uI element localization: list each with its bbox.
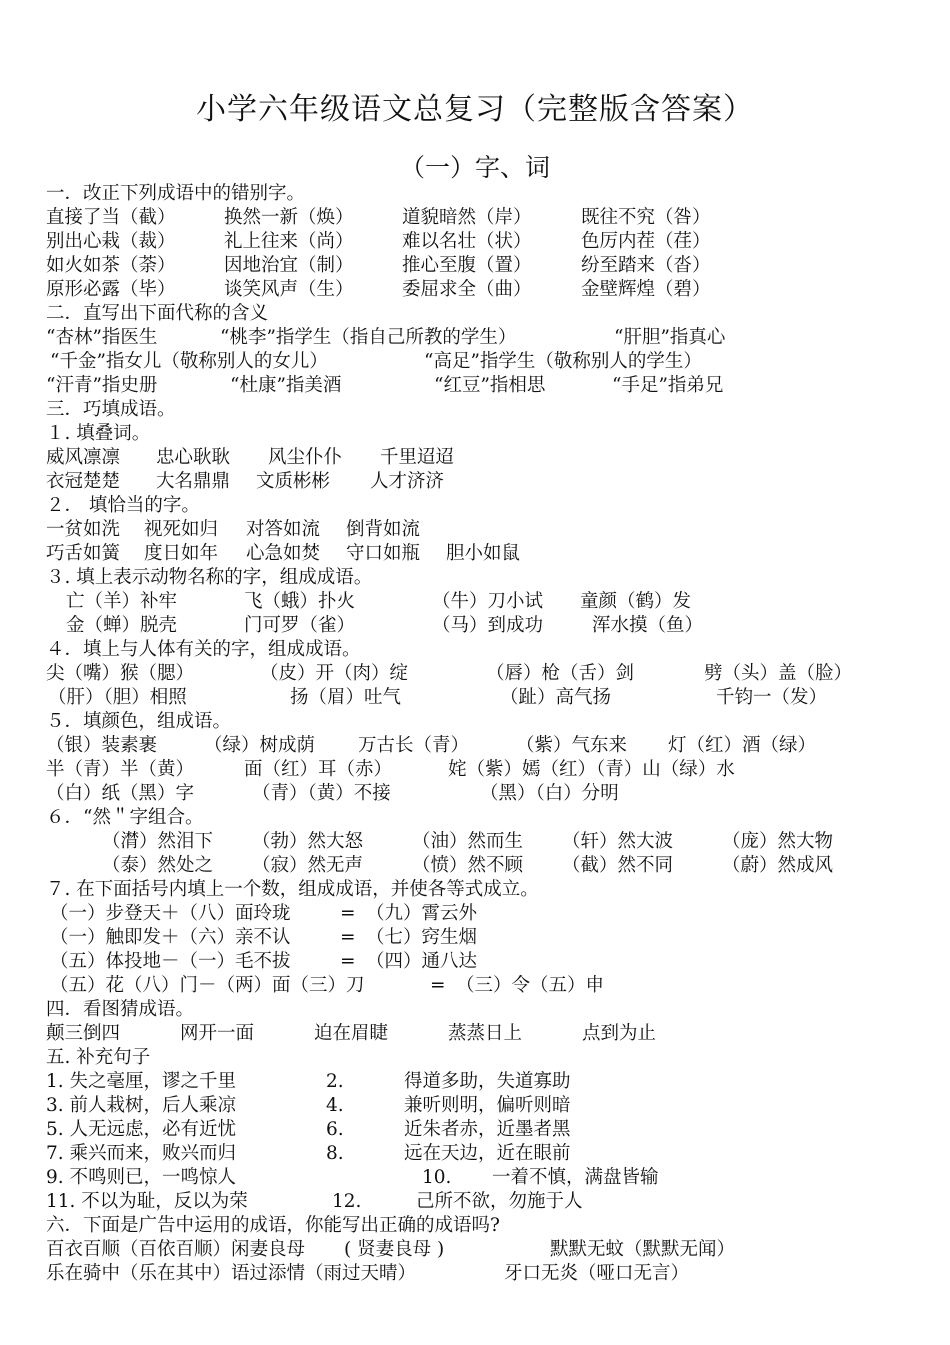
- text-segment: （截）然不同: [562, 855, 674, 876]
- text-line: [46, 638, 926, 662]
- text-line: [46, 230, 926, 254]
- text-segment: 纷至踏来（沓）: [581, 255, 711, 276]
- text-segment: （趾）高气扬: [500, 687, 612, 708]
- text-segment: （绿）树成荫: [204, 735, 316, 756]
- text-segment: “桃李”指学生（指自己所教的学生）: [220, 327, 517, 348]
- text-segment: （五）体投地－（一）毛不拔: [50, 951, 291, 972]
- text-segment: 道貌暗然（岸）: [402, 207, 532, 228]
- text-segment: =: [340, 927, 356, 948]
- text-segment: 8.: [326, 1143, 344, 1164]
- text-segment: （三）令（五）申: [456, 975, 605, 996]
- text-segment: 童颜（鹤）发: [580, 591, 692, 612]
- text-segment: 灯（红）酒（绿）: [668, 735, 817, 756]
- text-segment: 大名鼎鼎: [156, 471, 231, 492]
- text-segment: 对答如流: [246, 519, 321, 540]
- text-segment: （油）然而生: [412, 831, 524, 852]
- text-segment: 2.: [326, 1071, 344, 1092]
- text-line: [46, 1214, 926, 1238]
- text-segment: 一贫如洗: [46, 519, 121, 540]
- text-line: [46, 614, 926, 638]
- text-segment: ( 贤妻良母 ): [344, 1239, 445, 1260]
- text-segment: “杏林”指医生: [46, 327, 158, 348]
- text-line: [46, 1046, 926, 1070]
- text-line: [46, 998, 926, 1022]
- text-segment: （五）花（八）门－（两）面（三）刀: [50, 975, 365, 996]
- text-line: [46, 710, 926, 734]
- text-segment: 颠三倒四: [46, 1023, 121, 1044]
- text-segment: 得道多助，失道寡助: [404, 1071, 571, 1092]
- text-segment: （白）纸（黑）字: [46, 783, 195, 804]
- text-segment: ３. 填上表示动物名称的字，组成成语。: [46, 567, 373, 588]
- text-line: [46, 662, 926, 686]
- text-segment: 衣冠楚楚: [46, 471, 121, 492]
- text-segment: 倒背如流: [346, 519, 421, 540]
- text-segment: 二．直写出下面代称的含义: [46, 303, 269, 324]
- text-segment: 色厉内茬（荏）: [581, 231, 711, 252]
- text-segment: 换然一新（焕）: [224, 207, 354, 228]
- text-segment: （四）通八达: [366, 951, 478, 972]
- text-segment: （九）霄云外: [366, 903, 478, 924]
- text-segment: 门可罗（雀）: [244, 615, 356, 636]
- text-line: [46, 1190, 926, 1214]
- text-segment: 一．改正下列成语中的错别字。: [46, 183, 306, 204]
- text-segment: （七）窍生烟: [366, 927, 478, 948]
- text-segment: 乐在骑中（乐在其中）语过添情（雨过天晴）: [46, 1263, 417, 1284]
- text-segment: 谈笑风声（生）: [224, 279, 354, 300]
- text-segment: 扬（眉）吐气: [290, 687, 402, 708]
- text-segment: 推心至腹（置）: [402, 255, 532, 276]
- text-segment: 面（红）耳（赤）: [244, 759, 393, 780]
- text-segment: ５．填颜色，组成语。: [46, 711, 232, 732]
- text-line: [46, 806, 926, 830]
- text-segment: 威风凛凛: [46, 447, 121, 468]
- text-segment: 兼听则明，偏听则暗: [404, 1095, 571, 1116]
- text-segment: 姹（紫）嫣（红）（青）山（绿）水: [448, 759, 735, 780]
- text-segment: 五. 补充句子: [46, 1047, 151, 1068]
- text-segment: 金（蝉）脱壳: [66, 615, 178, 636]
- text-line: [46, 1262, 926, 1286]
- text-segment: （一）触即发＋（六）亲不认: [50, 927, 291, 948]
- text-segment: “千金”指女儿（敬称别人的女儿）: [50, 351, 328, 372]
- text-segment: 直接了当（截）: [46, 207, 176, 228]
- text-line: [46, 278, 926, 302]
- text-line: [46, 1022, 926, 1046]
- text-line: [46, 974, 926, 998]
- text-segment: =: [340, 903, 356, 924]
- text-line: [46, 926, 926, 950]
- text-line: [46, 302, 926, 326]
- text-segment: （青）（黄）不接: [252, 783, 391, 804]
- text-segment: 1. 失之毫厘，谬之千里: [46, 1071, 237, 1092]
- text-line: [46, 566, 926, 590]
- text-segment: =: [430, 975, 446, 996]
- text-segment: 忠心耿耿: [156, 447, 231, 468]
- section-title: （一）字、词: [399, 153, 550, 182]
- text-segment: 尖（嘴）猴（腮）: [46, 663, 195, 684]
- text-segment: 委屈求全（曲）: [402, 279, 532, 300]
- text-line: [46, 1142, 926, 1166]
- text-segment: 别出心栽（裁）: [46, 231, 176, 252]
- text-segment: 六．下面是广告中运用的成语，你能写出正确的成语吗?: [46, 1215, 500, 1236]
- text-segment: 6.: [326, 1119, 344, 1140]
- text-segment: 难以名壮（状）: [402, 231, 532, 252]
- text-line: [46, 422, 926, 446]
- text-segment: 迫在眉睫: [314, 1023, 389, 1044]
- document-body: [46, 182, 926, 1286]
- text-segment: 胆小如鼠: [446, 543, 521, 564]
- text-line: [46, 854, 926, 878]
- text-line: [46, 830, 926, 854]
- text-segment: （寂）然无声: [252, 855, 364, 876]
- text-line: [46, 542, 926, 566]
- text-segment: 5. 人无远虑，必有近忧: [46, 1119, 237, 1140]
- text-segment: 既往不究（咎）: [581, 207, 711, 228]
- text-segment: 千钧一（发）: [716, 687, 828, 708]
- text-segment: 4.: [326, 1095, 344, 1116]
- text-segment: （牛）刀小试: [432, 591, 544, 612]
- text-segment: （黑）（白）分明: [480, 783, 619, 804]
- text-segment: （蔚）然成风: [722, 855, 834, 876]
- text-segment: 7. 乘兴而来，败兴而归: [46, 1143, 237, 1164]
- text-segment: 一着不慎，满盘皆输: [492, 1167, 659, 1188]
- text-segment: 远在天边，近在眼前: [404, 1143, 571, 1164]
- text-segment: “汗青”指史册: [46, 375, 158, 396]
- text-line: [46, 1238, 926, 1262]
- text-segment: 近朱者赤，近墨者黑: [404, 1119, 571, 1140]
- text-segment: 11. 不以为耻，反以为荣: [46, 1191, 248, 1212]
- text-line: [46, 902, 926, 926]
- text-segment: 网开一面: [180, 1023, 255, 1044]
- text-line: [46, 326, 926, 350]
- text-line: [46, 374, 926, 398]
- text-segment: 度日如年: [144, 543, 219, 564]
- text-segment: （紫）气东来: [516, 735, 628, 756]
- text-segment: 人才济济: [370, 471, 445, 492]
- text-segment: 劈（头）盖（脸）: [704, 663, 853, 684]
- text-segment: 金壁辉煌（碧）: [581, 279, 711, 300]
- text-line: [46, 950, 926, 974]
- text-segment: 牙口无炎（哑口无言）: [504, 1263, 690, 1284]
- text-segment: “杜康”指美酒: [230, 375, 342, 396]
- text-segment: 四．看图猜成语。: [46, 999, 195, 1020]
- text-line: [46, 590, 926, 614]
- text-segment: 半（青）半（黄）: [46, 759, 195, 780]
- text-line: [46, 494, 926, 518]
- text-segment: 视死如归: [144, 519, 219, 540]
- text-segment: （庞）然大物: [722, 831, 834, 852]
- text-segment: 巧舌如簧: [46, 543, 121, 564]
- text-segment: 默默无蚊（默默无闻）: [550, 1239, 736, 1260]
- text-segment: （潸）然泪下: [102, 831, 214, 852]
- text-line: [46, 182, 926, 206]
- text-segment: ２． 填恰当的字。: [46, 495, 200, 516]
- text-segment: （勃）然大怒: [252, 831, 364, 852]
- text-segment: ６．“然＂字组合。: [46, 807, 204, 828]
- text-segment: （一）步登天＋（八）面玲珑: [50, 903, 291, 924]
- text-line: [46, 686, 926, 710]
- text-line: [46, 734, 926, 758]
- text-segment: 千里迢迢: [380, 447, 455, 468]
- text-line: [46, 1118, 926, 1142]
- text-segment: （肝）（胆）相照: [48, 687, 187, 708]
- text-segment: 三．巧填成语。: [46, 399, 176, 420]
- text-line: [46, 398, 926, 422]
- text-line: [46, 470, 926, 494]
- text-line: [46, 782, 926, 806]
- text-segment: 浑水摸（鱼）: [592, 615, 704, 636]
- text-segment: 点到为止: [582, 1023, 657, 1044]
- text-segment: （皮）开（肉）绽: [260, 663, 409, 684]
- text-segment: １. 填叠词。: [46, 423, 151, 444]
- text-line: [46, 1094, 926, 1118]
- text-segment: （银）装素裹: [46, 735, 158, 756]
- text-segment: （愤）然不顾: [412, 855, 524, 876]
- text-segment: 9. 不鸣则已，一鸣惊人: [46, 1167, 237, 1188]
- text-segment: “红豆”指相思: [434, 375, 546, 396]
- text-segment: “手足”指弟兄: [612, 375, 724, 396]
- text-segment: 己所不欲，勿施于人: [416, 1191, 583, 1212]
- text-segment: 如火如茶（荼）: [46, 255, 176, 276]
- text-segment: “高足”指学生（敬称别人的学生）: [424, 351, 702, 372]
- text-segment: 礼上往来（尚）: [224, 231, 354, 252]
- text-segment: 12.: [332, 1191, 362, 1212]
- text-segment: ７. 在下面括号内填上一个数，组成成语，并使各等式成立。: [46, 879, 539, 900]
- text-segment: 10.: [422, 1167, 452, 1188]
- page-title: 小学六年级语文总复习（完整版含答案）: [196, 92, 754, 127]
- text-line: [46, 1166, 926, 1190]
- text-line: [46, 878, 926, 902]
- text-segment: 原形必露（毕）: [46, 279, 176, 300]
- text-segment: 万古长（青）: [358, 735, 470, 756]
- text-segment: 守口如瓶: [346, 543, 421, 564]
- text-segment: “肝胆”指真心: [614, 327, 726, 348]
- text-segment: =: [340, 951, 356, 972]
- text-line: [46, 758, 926, 782]
- text-line: [46, 1070, 926, 1094]
- text-segment: 3. 前人栽树，后人乘凉: [46, 1095, 237, 1116]
- text-line: [46, 206, 926, 230]
- text-segment: ４．填上与人体有关的字，组成成语。: [46, 639, 361, 660]
- text-line: [46, 446, 926, 470]
- text-segment: 飞（蛾）扑火: [244, 591, 356, 612]
- text-segment: 亡（羊）补牢: [66, 591, 178, 612]
- text-line: [46, 518, 926, 542]
- text-line: [46, 254, 926, 278]
- text-segment: 心急如焚: [246, 543, 321, 564]
- text-segment: 风尘仆仆: [268, 447, 343, 468]
- text-line: [46, 350, 926, 374]
- text-segment: 百衣百顺（百依百顺）闲妻良母: [46, 1239, 306, 1260]
- text-segment: （马）到成功: [432, 615, 544, 636]
- text-segment: （轩）然大波: [562, 831, 674, 852]
- text-segment: 蒸蒸日上: [448, 1023, 523, 1044]
- text-segment: 文质彬彬: [256, 471, 331, 492]
- text-segment: （唇）枪（舌）剑: [486, 663, 635, 684]
- text-segment: 因地治宜（制）: [224, 255, 354, 276]
- text-segment: （泰）然处之: [102, 855, 214, 876]
